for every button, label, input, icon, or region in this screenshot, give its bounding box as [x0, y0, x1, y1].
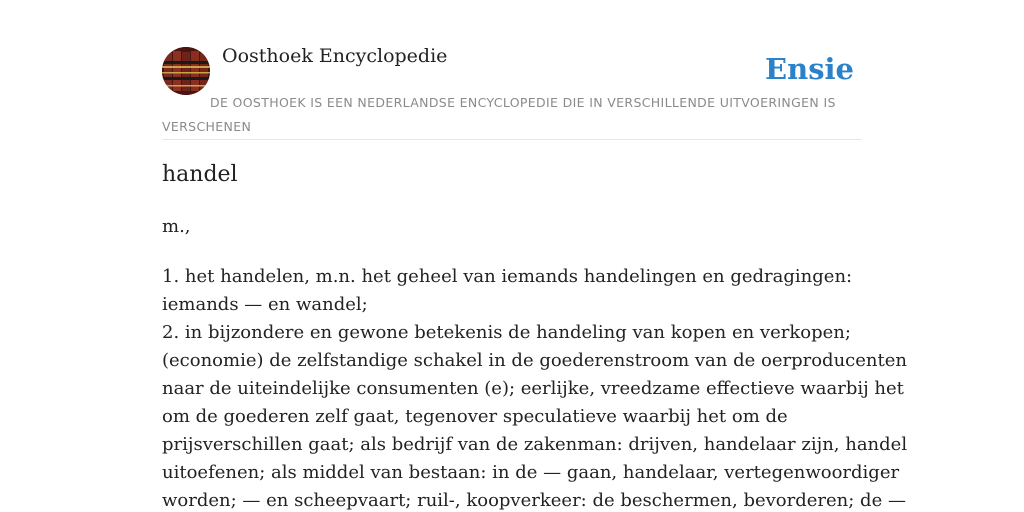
avatar[interactable]: [162, 47, 210, 95]
definition-line: 1. het handelen, m.n. het geheel van iemands handelingen en gedragingen:: [162, 266, 853, 287]
definition-line: om de goederen zelf gaat, tegenover speculatieve waarbij het om de: [162, 406, 788, 427]
definition-line: prijsverschillen gaat; als bedrijf van de zakenman: drijven, handelaar zijn, handel: [162, 434, 908, 455]
site-tagline: DE OOSTHOEK IS EEN NEDERLANDSE ENCYCLOPEDIE DIE IN VERSCHILLENDE UITVOERINGEN IS VERSCHENEN: [162, 95, 836, 134]
grammatical-gender: m.,: [162, 216, 191, 237]
definition-line: naar de uiteindelijke consumenten (e); eerlijke, vreedzame effectieve waarbij het: [162, 378, 904, 399]
definition-line: worden; — en scheepvaart; ruil-, koopverkeer: de beschermen, bevorderen; de —: [162, 490, 906, 511]
book-spines-icon: [162, 47, 210, 95]
brand-logo[interactable]: Ensie: [765, 52, 854, 86]
definition-line: 2. in bijzondere en gewone betekenis de handeling van kopen en verkopen;: [162, 322, 851, 343]
definition-line: iemands — en wandel;: [162, 294, 368, 315]
page-title: handel: [162, 162, 238, 187]
header-divider: [162, 139, 862, 140]
definition-line: uitoefenen; als middel van bestaan: in de — gaan, handelaar, vertegenwoordiger: [162, 462, 900, 483]
site-title[interactable]: Oosthoek Encyclopedie: [222, 45, 448, 67]
definition-text: [162, 263, 908, 512]
definition-line: (economie) de zelfstandige schakel in de goederenstroom van de oerproducenten: [162, 350, 907, 371]
